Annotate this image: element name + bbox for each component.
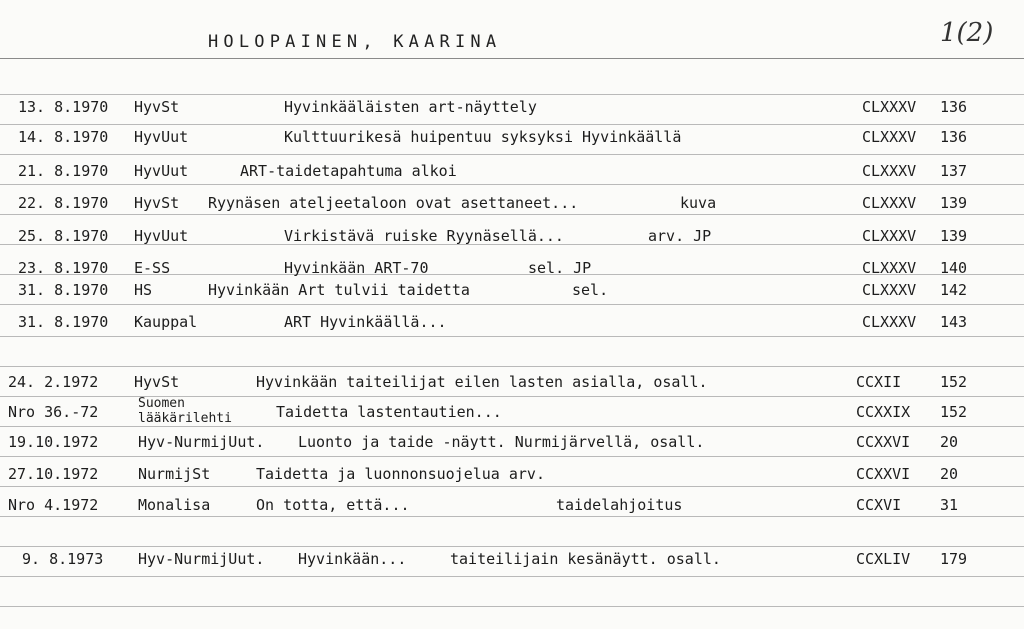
entry-date: Nro 36.-72 (8, 403, 99, 421)
entry-source: NurmijSt (138, 465, 211, 483)
entry-volume: CCXXVI (856, 433, 911, 451)
entry-source: HyvSt (134, 373, 180, 391)
entry-title: Virkistävä ruiske Ryynäsellä... (284, 227, 564, 245)
rule (0, 304, 1024, 305)
entry-volume: CCXLIV (856, 550, 911, 568)
entry-volume: CLXXXV (862, 194, 917, 212)
entry-title: Kulttuurikesä huipentuu syksyksi Hyvinkäällä (284, 128, 682, 146)
entry-volume: CLXXXV (862, 281, 917, 299)
entry-note: kuva (680, 194, 717, 212)
entry-page: 20 (940, 465, 959, 483)
entry-page: 136 (940, 128, 968, 146)
entry-volume: CCXXIX (856, 403, 911, 421)
header-rule (0, 58, 1024, 59)
rule (0, 516, 1024, 517)
entry-source: HyvSt (134, 98, 180, 116)
entry-source: Suomen (138, 396, 185, 411)
entry-page: 142 (940, 281, 968, 299)
entry-date: 31. 8.1970 (18, 313, 109, 331)
entry-title: On totta, että... (256, 496, 410, 514)
rule (0, 366, 1024, 367)
rule (0, 336, 1024, 337)
card-title: HOLOPAINEN, KAARINA (208, 32, 502, 52)
entry-page: 143 (940, 313, 968, 331)
rule (0, 546, 1024, 547)
entry-date: 24. 2.1972 (8, 373, 99, 391)
entry-note: sel. (572, 281, 609, 299)
entry-title: Luonto ja taide -näytt. Nurmijärvellä, osall. (298, 433, 705, 451)
entry-page: 20 (940, 433, 959, 451)
entry-date: Nro 4.1972 (8, 496, 99, 514)
entry-title: Taidetta lastentautien... (276, 403, 502, 421)
entry-date: 14. 8.1970 (18, 128, 109, 146)
rule (0, 124, 1024, 125)
entry-note: arv. JP (648, 227, 712, 245)
entry-page: 136 (940, 98, 968, 116)
entry-date: 25. 8.1970 (18, 227, 109, 245)
rule (0, 456, 1024, 457)
entry-note: taiteilijain kesänäytt. osall. (450, 550, 721, 568)
entry-title: Taidetta ja luonnonsuojelua arv. (256, 465, 545, 483)
entry-date: 23. 8.1970 (18, 259, 109, 277)
entry-page: 152 (940, 403, 968, 421)
rule (0, 576, 1024, 577)
entry-date: 22. 8.1970 (18, 194, 109, 212)
entry-note: taidelahjoitus (556, 496, 683, 514)
entry-page: 152 (940, 373, 968, 391)
rule (0, 184, 1024, 185)
entry-source: HyvUut (134, 128, 189, 146)
entry-volume: CCXXVI (856, 465, 911, 483)
entry-date: 31. 8.1970 (18, 281, 109, 299)
entry-volume: CLXXXV (862, 162, 917, 180)
entry-volume: CLXXXV (862, 259, 917, 277)
entry-title: Hyvinkään ART-70 (284, 259, 429, 277)
entry-title: Ryynäsen ateljeetaloon ovat asettaneet... (208, 194, 579, 212)
entry-volume: CCXVI (856, 496, 902, 514)
entry-source: HyvSt (134, 194, 180, 212)
page-mark: 1(2) (940, 18, 994, 48)
rule (0, 154, 1024, 155)
entry-source: Hyv-NurmijUut. (138, 433, 265, 451)
entry-source: Hyv-NurmijUut. (138, 550, 265, 568)
entry-title: Hyvinkään... (298, 550, 407, 568)
entry-date: 21. 8.1970 (18, 162, 109, 180)
entry-source: HyvUut (134, 227, 189, 245)
entry-date: 19.10.1972 (8, 433, 99, 451)
entry-page: 179 (940, 550, 968, 568)
entry-volume: CLXXXV (862, 128, 917, 146)
entry-title: Hyvinkään taiteilijat eilen lasten asialla, osall. (256, 373, 708, 391)
entry-volume: CLXXXV (862, 313, 917, 331)
rule (0, 94, 1024, 95)
entry-source: Monalisa (138, 496, 211, 514)
entry-note: sel. JP (528, 259, 592, 277)
rule (0, 426, 1024, 427)
entry-page: 31 (940, 496, 959, 514)
entry-source: E-SS (134, 259, 171, 277)
entry-source: HyvUut (134, 162, 189, 180)
entry-volume: CCXII (856, 373, 902, 391)
rule (0, 214, 1024, 215)
entry-title: Hyvinkääläisten art-näyttely (284, 98, 537, 116)
entry-source: Kauppal (134, 313, 198, 331)
entry-volume: CLXXXV (862, 98, 917, 116)
entry-title: Hyvinkään Art tulvii taidetta (208, 281, 470, 299)
entry-date: 13. 8.1970 (18, 98, 109, 116)
entry-date: 27.10.1972 (8, 465, 99, 483)
entry-title: ART-taidetapahtuma alkoi (240, 162, 457, 180)
entry-title: ART Hyvinkäällä... (284, 313, 447, 331)
entry-date: 9. 8.1973 (22, 550, 104, 568)
entry-volume: CLXXXV (862, 227, 917, 245)
entry-source: lääkärilehti (138, 411, 232, 426)
entry-page: 139 (940, 227, 968, 245)
entry-page: 139 (940, 194, 968, 212)
rule (0, 606, 1024, 607)
entry-page: 137 (940, 162, 968, 180)
entry-page: 140 (940, 259, 968, 277)
entry-source: HS (134, 281, 153, 299)
rule (0, 486, 1024, 487)
